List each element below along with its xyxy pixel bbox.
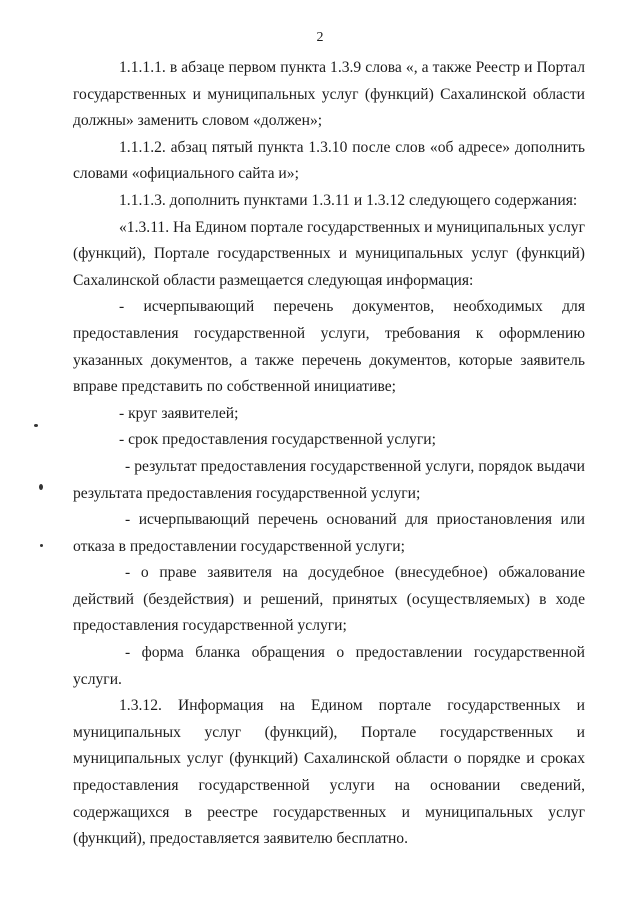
list-item-appeal-right: - о праве заявителя на досудебное (внесудебное) обжалование действий (бездействия) и решений, принятых (осуществляемых) в ходе предоставления государственной услуги; bbox=[73, 564, 585, 635]
list-item-term: - срок предоставления государственной услуги; bbox=[119, 431, 436, 449]
paragraph-1-3-11: «1.3.11. На Едином портале государственных и муниципальных услуг (функций), Портале государственных и муниципальных услуг (функций) Сахалинской области размещается следующая информация: bbox=[73, 218, 585, 289]
paragraph-1-1-1-1: 1.1.1.1. в абзаце первом пункта 1.3.9 слова «, а также Реестр и Портал государственных и муниципальных услуг (функций) Сахалинской области должны» заменить словом «должен»; bbox=[73, 59, 585, 130]
paragraph-1-3-12: 1.3.12. Информация на Едином портале государственных и муниципальных услуг (функций), Портале государственных и муниципальных услуг (функций) Сахалинской области о порядке и сроках предоставления государственной услуги на основании сведений, содержащихся в реестре государственных и муниципальных услуг (функций), предоставляется заявителю бесплатно. bbox=[73, 697, 585, 848]
list-item-result: - результат предоставления государственной услуги, порядок выдачи результата предоставления государственной услуги; bbox=[73, 457, 585, 502]
document-body bbox=[73, 55, 585, 853]
list-item-form: - форма бланка обращения о предоставлении государственной услуги. bbox=[73, 644, 585, 688]
list-item-documents: - исчерпывающий перечень документов, необходимых для предоставления государственной услуги, требования к оформлению указанных документов, а также перечень документов, которые заявитель вправе представить по собственной инициативе; bbox=[73, 298, 585, 396]
scan-speck-mark bbox=[34, 424, 38, 427]
page-number: 2 bbox=[316, 30, 324, 45]
list-item-refusal-grounds: - исчерпывающий перечень оснований для приостановления или отказа в предоставлении государственной услуги; bbox=[73, 511, 585, 555]
paragraph-1-1-1-3: 1.1.1.3. дополнить пунктами 1.3.11 и 1.3.12 следующего содержания: bbox=[119, 191, 578, 209]
paragraph-1-1-1-2: 1.1.1.2. абзац пятый пункта 1.3.10 после слов «об адресе» дополнить словами «официального сайта и»; bbox=[73, 138, 585, 183]
scan-speck-mark bbox=[40, 544, 43, 547]
list-item-applicants: - круг заявителей; bbox=[119, 404, 239, 422]
scan-speck-mark bbox=[39, 484, 43, 490]
